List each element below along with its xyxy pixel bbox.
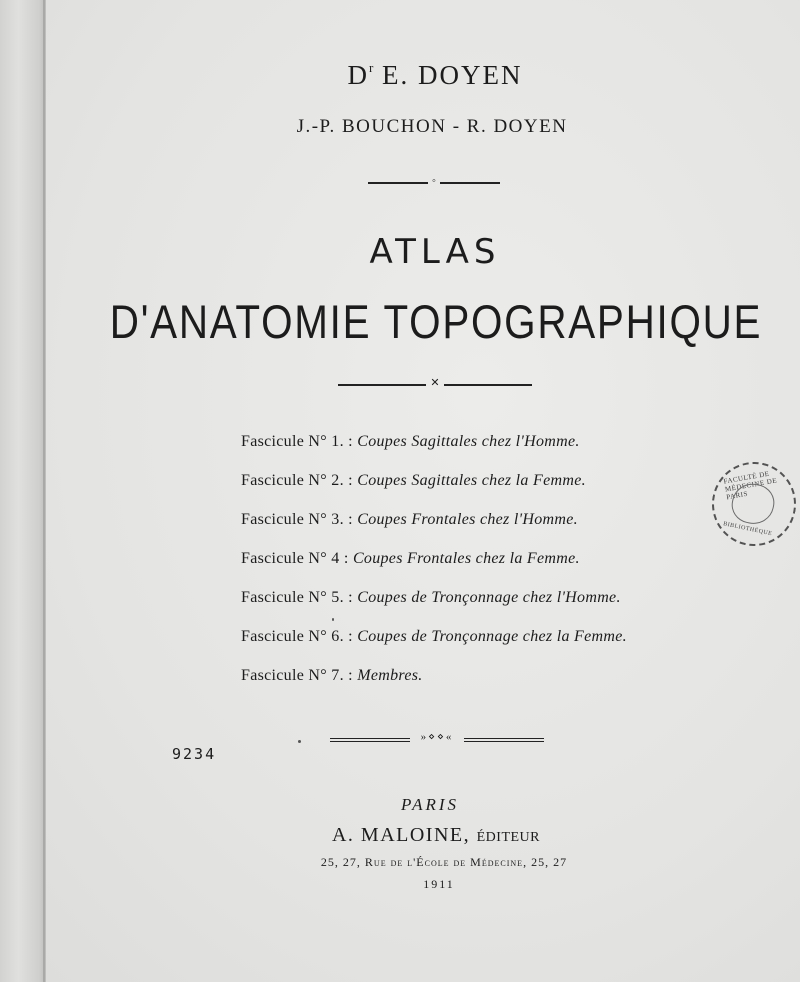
ornament-divider-3: »⋄⋄« (330, 734, 544, 744)
fascicule-description: Coupes Sagittales chez la Femme. (357, 472, 586, 489)
fascicule-label: Fascicule N° 7. : (241, 667, 353, 684)
fascicule-row (241, 433, 580, 451)
main-author (35, 60, 800, 91)
stamp-text-top: FACULTÉ DE MÉDECINE DE PARIS (722, 469, 778, 502)
fascicule-description: Coupes Frontales chez la Femme. (352, 550, 580, 567)
fascicule-row (241, 550, 580, 568)
fascicule-row (241, 472, 586, 490)
imprint-publisher (36, 824, 800, 847)
imprint-year: 1911 (423, 877, 455, 891)
co-authors: J.-P. BOUCHON - R. DOYEN (296, 116, 568, 137)
publisher-role: ÉDITEUR (476, 830, 541, 845)
fascicule-description: Coupes Sagittales chez l'Homme. (357, 433, 580, 450)
fascicule-description: Coupes de Tronçonnage chez l'Homme. (357, 589, 621, 606)
fascicule-description: Coupes de Tronçonnage chez la Femme. (357, 628, 627, 645)
fascicule-row (241, 589, 621, 607)
fascicule-row (241, 511, 578, 529)
author-prefix-superscript: r (368, 60, 374, 75)
fascicule-label: Fascicule N° 2. : (241, 472, 353, 489)
fascicule-label: Fascicule N° 4 : (241, 550, 349, 567)
imprint-city: PARIS (400, 795, 460, 814)
ornament-divider-2: ✕ (338, 380, 532, 390)
stamp-text-bottom: BIBLIOTHÈQUE (722, 521, 773, 538)
fascicule-row (241, 628, 627, 646)
fascicule-label: Fascicule N° 3. : (241, 511, 353, 528)
fascicule-label: Fascicule N° 5. : (241, 589, 353, 606)
margin-mark-2 (332, 618, 334, 621)
fascicule-label: Fascicule N° 1. : (241, 433, 353, 450)
fascicule-label: Fascicule N° 6. : (241, 628, 353, 645)
fascicule-description: Membres. (357, 667, 423, 684)
shelfmark: 9234 (172, 745, 217, 763)
ornament-divider-1: ◦ (368, 178, 500, 188)
publisher-name: A. MALOINE, (331, 824, 471, 846)
fascicule-description: Coupes Frontales chez l'Homme. (357, 511, 578, 528)
fascicule-row (241, 667, 423, 685)
margin-mark-1 (298, 740, 301, 743)
imprint-address: 25, 27, Rue de l'École de Médecine, 25, 27 (320, 855, 568, 869)
library-stamp (704, 454, 800, 554)
author-prefix: D (347, 60, 369, 90)
author-name: E. DOYEN (382, 60, 523, 90)
title-atlas: ATLAS (369, 232, 501, 272)
main-title: D'ANATOMIE TOPOGRAPHIQUE (109, 295, 763, 348)
